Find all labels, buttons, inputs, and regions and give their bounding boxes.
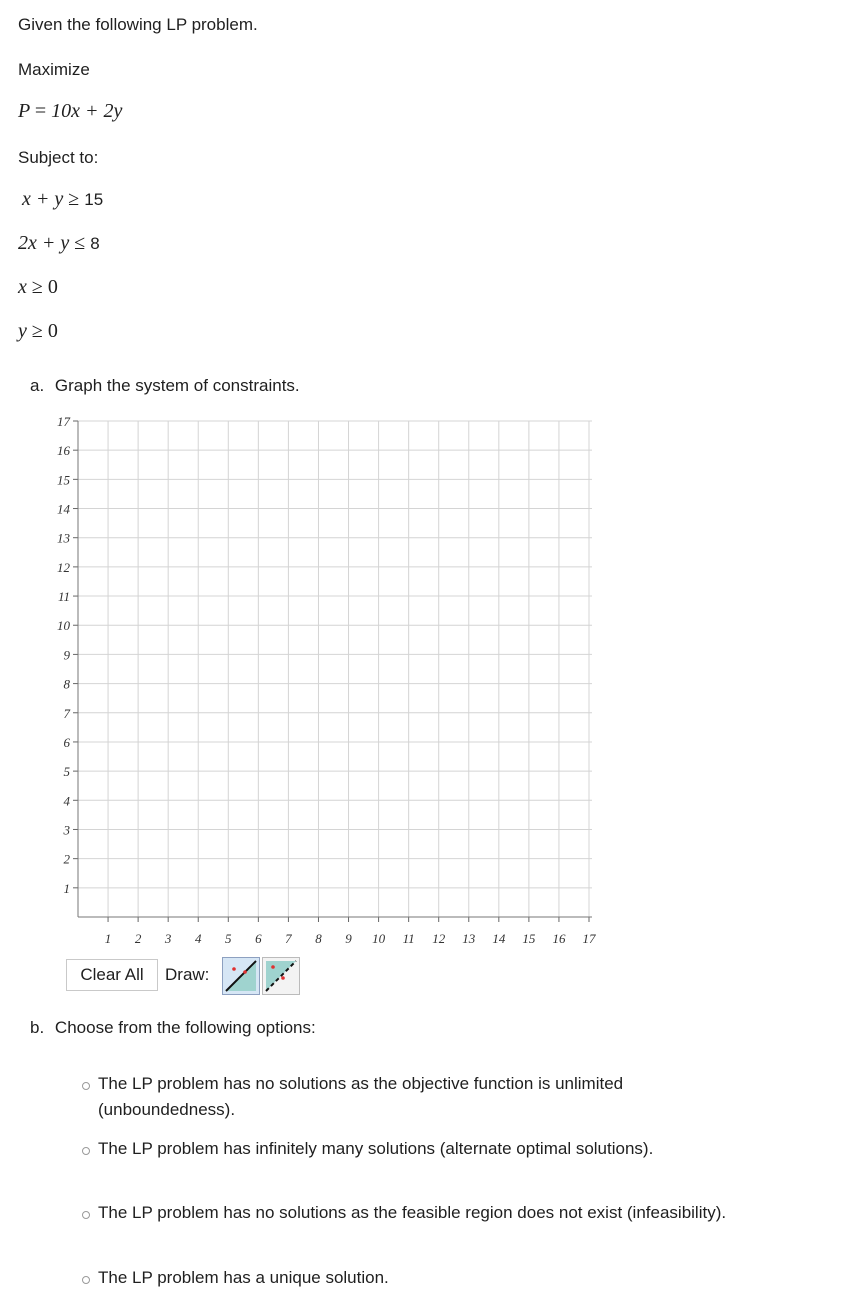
x-tick-label: 13 xyxy=(462,931,476,946)
y-tick-label: 12 xyxy=(57,559,70,575)
y-tick-label: 17 xyxy=(57,414,70,429)
radio-button[interactable] xyxy=(82,1082,90,1090)
draw-label: Draw: xyxy=(165,965,210,984)
x-tick-label: 1 xyxy=(104,931,112,946)
x-tick-label: 15 xyxy=(522,931,536,946)
x-tick-label: 4 xyxy=(194,931,202,946)
x-tick-label: 8 xyxy=(315,931,322,946)
x-tick-label: 3 xyxy=(164,931,172,946)
constraint-expr: y xyxy=(18,320,27,342)
y-tick-label: 1 xyxy=(63,880,70,896)
constraint-op: ≥ xyxy=(68,188,80,210)
objective-rhs: 10x + 2y xyxy=(51,100,123,122)
option-text: The LP problem has no solutions as the feasible region does not exist (infeasibility). xyxy=(98,1203,727,1222)
constraint-op: ≥ xyxy=(31,276,43,298)
option-text: The LP problem has no solutions as the objective function is unlimited (unboundedness). xyxy=(98,1074,624,1119)
x-tick-label: 9 xyxy=(345,931,352,946)
constraint-expr: x xyxy=(18,276,27,298)
radio-button[interactable] xyxy=(82,1276,90,1284)
constraint-value: 0 xyxy=(47,276,58,298)
constraints-heading: Subject to: xyxy=(18,148,99,167)
objective-function xyxy=(18,101,122,121)
option-unique-solution[interactable] xyxy=(82,1265,742,1291)
part-a-prompt xyxy=(30,376,300,396)
y-tick-label: 10 xyxy=(57,618,70,634)
x-tick-label: 10 xyxy=(372,931,386,946)
option-unboundedness[interactable] xyxy=(82,1071,742,1123)
constraint-value: 8 xyxy=(90,234,100,253)
objective-lhs: P xyxy=(18,100,30,122)
y-tick-label: 6 xyxy=(63,734,70,750)
part-b-label: b. xyxy=(30,1018,45,1037)
y-tick-label: 15 xyxy=(57,472,70,488)
x-tick-label: 16 xyxy=(552,931,566,946)
intro-text: Given the following LP problem. xyxy=(18,15,258,34)
y-tick-label: 9 xyxy=(63,647,70,663)
y-tick-label: 16 xyxy=(57,443,70,459)
part-a-label: a. xyxy=(30,376,45,395)
constraint-2 xyxy=(18,233,100,254)
y-tick-label: 8 xyxy=(63,676,70,692)
y-tick-label: 7 xyxy=(63,705,70,721)
constraint-expr: x + y xyxy=(22,188,64,210)
y-tick-label: 11 xyxy=(57,589,70,605)
y-tick-label: 3 xyxy=(63,822,70,838)
x-tick-label: 7 xyxy=(285,931,292,946)
x-tick-label: 2 xyxy=(134,931,142,946)
y-tick-label: 14 xyxy=(57,501,70,517)
clear-all-button[interactable]: Clear All xyxy=(66,959,158,991)
dashed-line-tool-icon xyxy=(263,958,299,994)
constraint-op: ≤ xyxy=(74,232,86,254)
x-tick-label: 12 xyxy=(432,931,446,946)
objective-eq: = xyxy=(34,100,47,122)
x-tick-labels xyxy=(105,931,596,946)
option-alternate-optimal[interactable] xyxy=(82,1136,742,1162)
solid-line-tool-icon xyxy=(223,958,259,994)
part-a-text: Graph the system of constraints. xyxy=(54,376,300,395)
part-b-prompt xyxy=(30,1018,316,1038)
x-tick-label: 17 xyxy=(582,931,596,946)
constraint-expr: 2x + y xyxy=(18,232,70,254)
constraint-3 xyxy=(18,277,58,297)
option-text: The LP problem has a unique solution. xyxy=(98,1268,389,1287)
constraint-4 xyxy=(18,321,58,341)
y-tick-label: 13 xyxy=(57,530,70,546)
objective-heading: Maximize xyxy=(18,60,90,79)
solid-line-tool-button[interactable] xyxy=(222,957,260,995)
constraint-value: 0 xyxy=(47,320,58,342)
constraint-graph[interactable] xyxy=(0,405,620,955)
constraint-value: 15 xyxy=(84,190,104,209)
x-tick-label: 14 xyxy=(492,931,506,946)
option-text: The LP problem has infinitely many solutions (alternate optimal solutions). xyxy=(98,1139,654,1158)
constraint-1 xyxy=(22,189,103,210)
option-infeasibility[interactable] xyxy=(82,1200,742,1226)
x-tick-label: 5 xyxy=(225,931,232,946)
dashed-line-tool-button[interactable] xyxy=(262,957,300,995)
y-tick-labels xyxy=(57,414,71,896)
part-b-text: Choose from the following options: xyxy=(54,1018,316,1037)
y-tick-label: 2 xyxy=(63,851,70,867)
x-tick-label: 11 xyxy=(402,931,415,946)
radio-button[interactable] xyxy=(82,1211,90,1219)
radio-button[interactable] xyxy=(82,1147,90,1155)
y-tick-label: 5 xyxy=(63,764,70,780)
constraint-op: ≥ xyxy=(31,320,43,342)
y-tick-label: 4 xyxy=(63,793,70,809)
graph-plot-area[interactable] xyxy=(78,421,592,917)
x-tick-label: 6 xyxy=(255,931,262,946)
